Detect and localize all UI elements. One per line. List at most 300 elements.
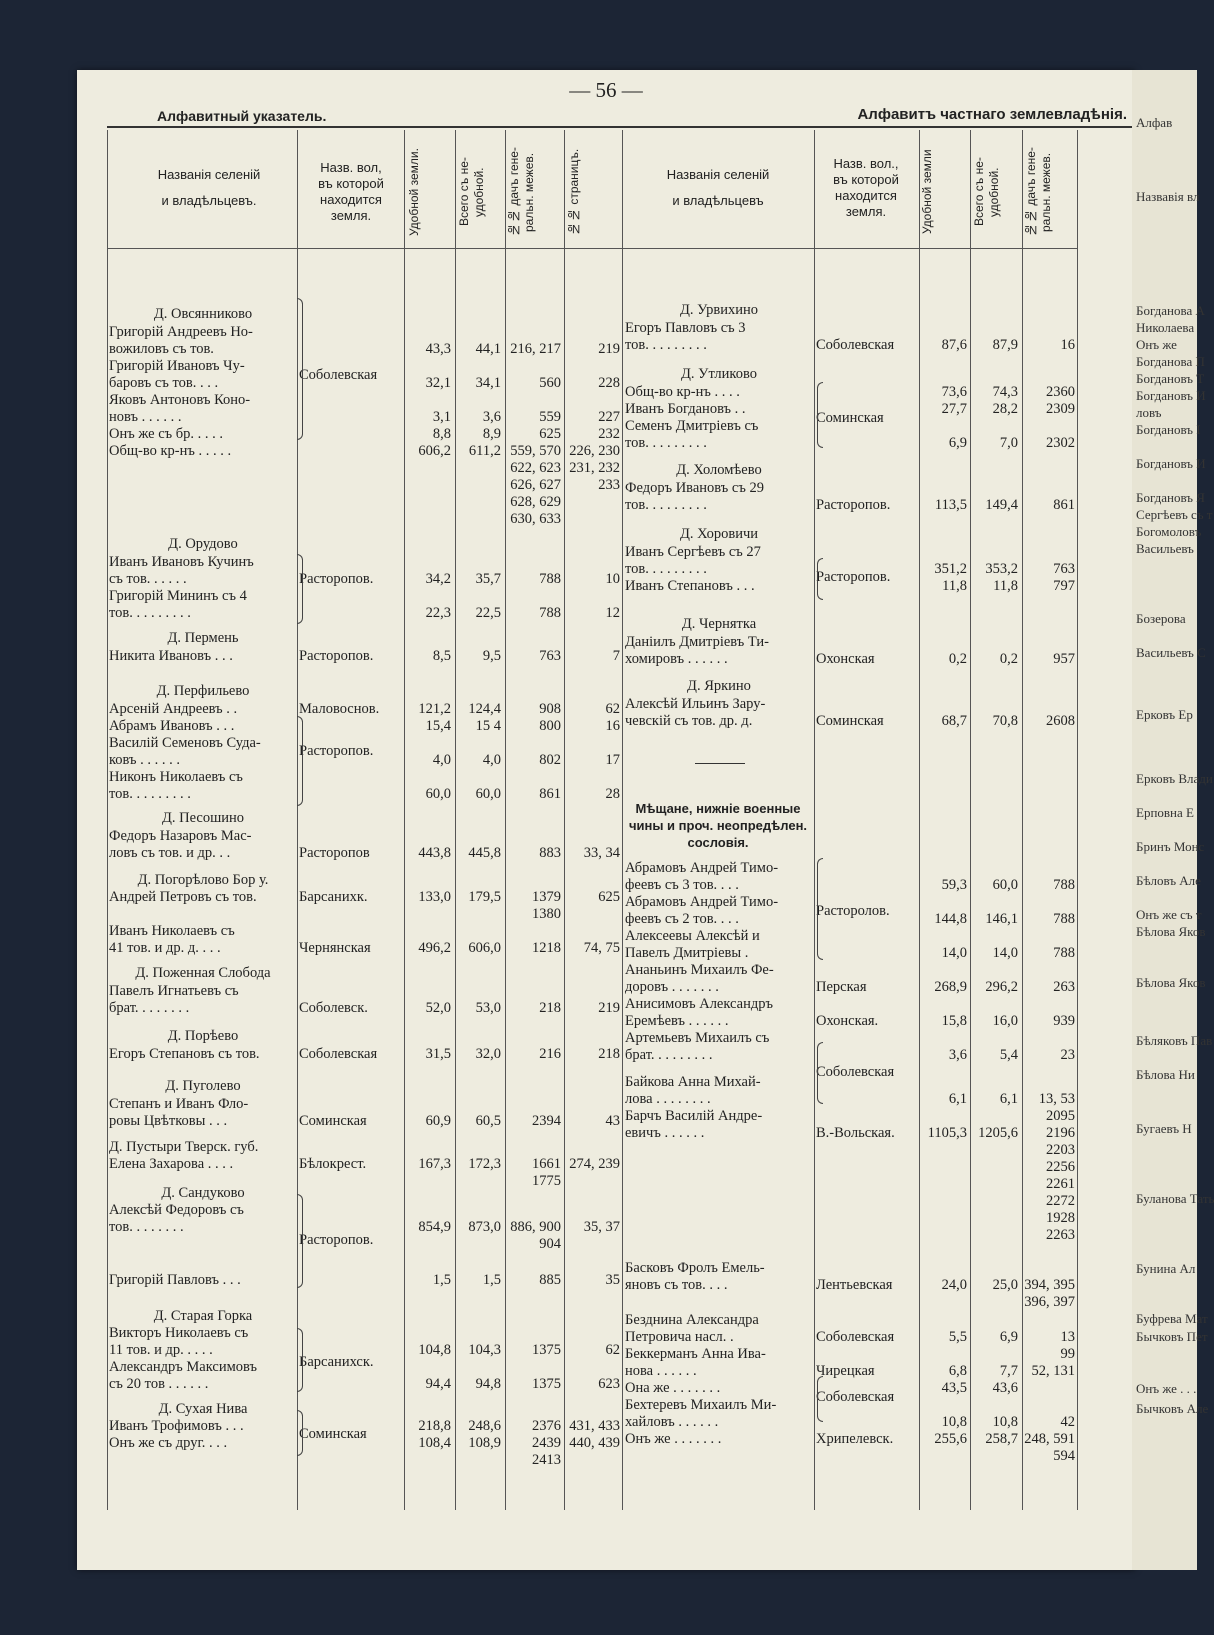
vsego-value: 104,3 — [468, 1342, 501, 1358]
next-page-text: Бѣловъ Але — [1136, 873, 1201, 888]
next-page-text: Бринъ Монс — [1136, 839, 1205, 854]
owner-entry: Иванъ Сергѣевъ съ 27 тов. . . . . . . . . — [625, 544, 761, 577]
owner-entry: Беккерманъ Анна Ива- нова . . . . . . — [625, 1346, 766, 1379]
dacha-number: 1661 1775 — [532, 1156, 561, 1189]
volost-name: Расторопов. — [299, 571, 374, 587]
header-volost: Назв. вол, въ которой находится земля. — [318, 160, 384, 223]
village-name: Д. Перфильево — [156, 683, 250, 699]
volost-name: Барсанихск. — [299, 1354, 374, 1370]
section-divider — [695, 763, 745, 764]
udobnoi-value: 133,0 — [418, 889, 451, 905]
udobnoi-value: 34,2 — [425, 571, 451, 587]
section-heading: Мѣщане, нижніе военные чины и проч. неопредѣлен. сословія. — [628, 801, 808, 850]
volost-name: Барсанихк. — [299, 889, 368, 905]
volost-name: Перская — [816, 979, 867, 995]
next-page-text: Бозерова — [1136, 611, 1186, 626]
header-udobnoi: Удобной земли. — [407, 148, 421, 236]
next-page-text: Онъ же съ т — [1136, 907, 1202, 922]
page-ref: 219 — [598, 341, 620, 357]
volost-name: Маловоснов. — [299, 701, 380, 717]
page-ref: 35, 37 — [583, 1219, 620, 1235]
owner-entry: Онъ же съ друг. . . . — [109, 1435, 228, 1451]
dacha-number: 861 — [1053, 497, 1075, 513]
vsego-value: 44,1 — [475, 341, 501, 357]
owner-entry: Она же . . . . . . . — [625, 1380, 721, 1396]
owner-entry: Андрей Петровъ съ тов. — [109, 889, 257, 905]
volost-name: Чирецкая — [816, 1363, 875, 1379]
vsego-value: 7,0 — [999, 435, 1018, 451]
udobnoi-value: 24,0 — [941, 1277, 967, 1293]
volost-name: В.-Вольская. — [816, 1125, 895, 1141]
next-page-text: Богомоловъ — [1136, 524, 1202, 539]
vsego-value: 60,0 — [475, 786, 501, 802]
vsego-value: 606,0 — [468, 940, 501, 956]
volost-name: Соболевская — [816, 337, 895, 353]
owner-entry: Анисимовъ Александръ Еремѣевъ . . . . . . — [625, 996, 773, 1029]
udobnoi-value: 6,9 — [948, 435, 967, 451]
dacha-number: 13, 53 — [1038, 1091, 1075, 1107]
dacha-number: 939 — [1053, 1013, 1075, 1029]
owner-entry: Григорій Ивановъ Чу- баровъ съ тов. . . . — [109, 358, 245, 391]
brace — [297, 1328, 303, 1392]
page-ref: 74, 75 — [583, 940, 620, 956]
dacha-number: 559, 570 622, 623 626, 627 628, 629 630, 633 — [510, 443, 561, 527]
udobnoi-value: 22,3 — [425, 605, 451, 621]
udobnoi-value: 496,2 — [418, 940, 451, 956]
dacha-number: 763 — [1053, 561, 1075, 577]
udobnoi-value: 52,0 — [425, 1000, 451, 1016]
volost-name: Бѣлокрест. — [299, 1156, 367, 1172]
udobnoi-value: 1105,3 — [927, 1125, 967, 1141]
owner-entry: Басковъ Фролъ Емель- яновъ съ тов. . . . — [625, 1260, 765, 1293]
udobnoi-value: 60,9 — [425, 1113, 451, 1129]
udobnoi-value: 606,2 — [418, 443, 451, 459]
brace — [817, 558, 823, 600]
brace — [297, 1410, 303, 1456]
dacha-number: 248, 591 594 — [1024, 1431, 1075, 1464]
dacha-number: 625 — [539, 426, 561, 442]
owner-entry: Безднина Александра Петровича насл. . — [625, 1312, 759, 1345]
brace — [297, 298, 303, 440]
owner-entry: Артемьевъ Михаилъ съ брат. . . . . . . . . — [625, 1030, 770, 1063]
village-name: Д. Песошино — [161, 810, 245, 826]
vsego-value: 0,2 — [999, 651, 1018, 667]
owner-entry: Онъ же . . . . . . . — [625, 1431, 722, 1447]
dacha-number: 1375 — [532, 1376, 561, 1392]
udobnoi-value: 8,5 — [432, 648, 451, 664]
udobnoi-value: 6,1 — [948, 1091, 967, 1107]
next-page-text: Богдановъ I — [1136, 422, 1201, 437]
udobnoi-value: 5,5 — [948, 1329, 967, 1345]
vsego-value: 22,5 — [475, 605, 501, 621]
dacha-number: 560 — [539, 375, 561, 391]
page-number: — 56 — — [569, 78, 643, 102]
dacha-number: 1375 — [532, 1342, 561, 1358]
volost-name: Соболевская — [299, 1046, 378, 1062]
village-name: Д. Орудово — [168, 536, 238, 552]
vsego-value: 8,9 — [482, 426, 501, 442]
vsego-value: 172,3 — [468, 1156, 501, 1172]
next-page-text: Бѣляковъ Пав — [1136, 1033, 1213, 1048]
vsego-value: 34,1 — [475, 375, 501, 391]
udobnoi-value: 0,2 — [948, 651, 967, 667]
village-name: Д. Чернятка — [681, 616, 757, 632]
running-header-right: Алфавитъ частнаго землевладѣнія. — [857, 106, 1127, 123]
page-ref: 35 — [605, 1272, 620, 1288]
owner-entry: Абрамовъ Андрей Тимо- феевъ съ 3 тов. . . . — [625, 860, 779, 893]
vsego-value: 258,7 — [985, 1431, 1018, 1447]
page-ref: 623 — [598, 1376, 620, 1392]
vsego-value: 60,5 — [475, 1113, 501, 1129]
udobnoi-value: 60,0 — [425, 786, 451, 802]
udobnoi-value: 32,1 — [425, 375, 451, 391]
owner-entry: Байкова Анна Михай- лова . . . . . . . . — [625, 1074, 761, 1107]
volost-name: Расторопов. — [816, 497, 891, 513]
owner-entry: Григорій Андреевъ Но- вожиловъ съ тов. — [109, 324, 253, 357]
owner-entry: Иванъ Степановъ . . . — [625, 578, 755, 594]
udobnoi-value: 268,9 — [934, 979, 967, 995]
volost-name: Расторопов. — [299, 743, 374, 759]
owner-entry: Д. Пустыри Тверск. губ. — [109, 1139, 259, 1155]
volost-name: Расторопов. — [299, 648, 374, 664]
udobnoi-value: 94,4 — [425, 1376, 451, 1392]
volost-name: Чернянская — [299, 940, 371, 956]
udobnoi-value: 6,8 — [948, 1363, 967, 1379]
vsego-value: 9,5 — [482, 648, 501, 664]
page-ref: 227 — [598, 409, 620, 425]
village-name: Д. Поженная Слобода — [135, 965, 271, 981]
next-page-text: Бычковъ Але — [1136, 1401, 1209, 1416]
volost-name: Расторопов. — [299, 1232, 374, 1248]
vsego-value: 53,0 — [475, 1000, 501, 1016]
village-name: Д. Овсянниково — [153, 306, 253, 322]
dacha-number: 263 — [1053, 979, 1075, 995]
page-ref: 16 — [605, 718, 620, 734]
owner-entry: Иванъ Николаевъ съ 41 тов. и др. д. . . . — [109, 923, 235, 956]
next-page-text: Бугаевъ Н — [1136, 1121, 1192, 1136]
vsego-value: 16,0 — [992, 1013, 1018, 1029]
page-ref: 232 — [598, 426, 620, 442]
header-names: Названія селеній и владѣльцевъ. — [157, 167, 261, 208]
volost-name: Соминская — [816, 713, 884, 729]
volost-name: Соболевская — [816, 1389, 895, 1405]
volost-name: Соболевская — [299, 367, 378, 383]
vsego-value: 70,8 — [992, 713, 1018, 729]
next-page-text: Буфрева Мат — [1136, 1311, 1208, 1326]
vsego-value: 6,9 — [999, 1329, 1018, 1345]
vsego-value: 35,7 — [475, 571, 501, 587]
vsego-value: 11,8 — [993, 578, 1018, 594]
dacha-number: 2608 — [1046, 713, 1075, 729]
owner-entry: Елена Захарова . . . . — [109, 1156, 234, 1172]
running-header-left: Алфавитный указатель. — [157, 108, 327, 124]
next-page-text: Васильевъ — [1136, 541, 1194, 556]
header-dach-right: №№ дачъ гене- ральн. межев. — [1024, 147, 1053, 237]
volost-name: Хрипелевск. — [816, 1431, 894, 1447]
header-names-right: Названія селеній и владѣльцевъ — [666, 167, 770, 208]
dacha-number: 908 — [539, 701, 561, 717]
header-udobnoi-right: Удобной земли — [920, 149, 934, 235]
owner-entry: Бехтеревъ Михаилъ Ми- хайловъ . . . . . . — [625, 1397, 777, 1430]
village-name: Д. Порѣево — [167, 1028, 239, 1044]
header-vsego-right: Всего съ не- удобной. — [972, 157, 1001, 227]
village-name: Д. Сандуково — [161, 1185, 245, 1201]
next-page-text: Богдановъ Я — [1136, 490, 1205, 505]
next-page-text: Богдановъ И — [1136, 456, 1206, 471]
village-name: Д. Хоровичи — [679, 526, 759, 542]
page-ref: 7 — [612, 648, 620, 664]
dacha-number: 1379 1380 — [532, 889, 561, 922]
column-rule — [107, 130, 108, 1510]
dacha-number: 23 — [1060, 1047, 1075, 1063]
next-page-text: Бѣлова Ни — [1136, 1067, 1195, 1082]
vsego-value: 353,2 — [985, 561, 1018, 577]
brace — [817, 1376, 823, 1422]
owner-entry: Василій Семеновъ Суда- ковъ . . . . . . — [109, 735, 261, 768]
next-page-text: Ерковъ Влади — [1136, 771, 1213, 786]
dacha-number: 788 — [1053, 877, 1075, 893]
owner-entry: Федоръ Назаровъ Мас- ловъ съ тов. и др. . . — [109, 828, 252, 861]
udobnoi-value: 14,0 — [941, 945, 967, 961]
vsego-value: 32,0 — [475, 1046, 501, 1062]
volost-name: Охонская — [816, 651, 875, 667]
next-page-text: Бычковъ Пет — [1136, 1329, 1208, 1344]
next-page-text: Бѣлова Яков — [1136, 975, 1206, 990]
owner-entry: Иванъ Богдановъ . . — [625, 401, 746, 417]
next-page-text: Ерповна Е — [1136, 805, 1194, 820]
village-name: Д. Погорѣлово Бор у. — [137, 872, 269, 888]
owner-entry: Арсеній Андреевъ . . — [109, 701, 238, 717]
volost-name: Соминская — [299, 1113, 367, 1129]
owner-entry: Абрамъ Ивановъ . . . — [109, 718, 235, 734]
udobnoi-value: 11,8 — [942, 578, 967, 594]
owner-entry: Барчъ Василій Андре- евичъ . . . . . . — [625, 1108, 763, 1141]
udobnoi-value: 31,5 — [425, 1046, 451, 1062]
page-ref: 43 — [605, 1113, 620, 1129]
udobnoi-value: 218,8 — [418, 1418, 451, 1434]
vsego-value: 74,3 — [992, 384, 1018, 400]
volost-name: Лентьевская — [816, 1277, 893, 1293]
column-rule — [455, 130, 456, 1510]
udobnoi-value: 4,0 — [432, 752, 451, 768]
owner-entry: Семенъ Дмитріевъ съ тов. . . . . . . . . — [625, 418, 759, 451]
owner-entry: Яковъ Антоновъ Коно- новъ . . . . . . — [109, 392, 251, 425]
vsego-value: 6,1 — [999, 1091, 1018, 1107]
dacha-number: 42 — [1060, 1414, 1075, 1430]
page-ref: 12 — [605, 605, 620, 621]
village-name: Д. Яркино — [687, 678, 751, 694]
dacha-number: 218 — [539, 1000, 561, 1016]
dacha-number: 13 — [1060, 1329, 1075, 1345]
udobnoi-value: 854,9 — [418, 1219, 451, 1235]
udobnoi-value: 255,6 — [934, 1431, 967, 1447]
owner-entry: Никита Ивановъ . . . — [109, 648, 233, 664]
volost-name: Соболевск. — [299, 1000, 368, 1016]
owner-entry: Павелъ Игнатьевъ съ брат. . . . . . . . — [109, 983, 239, 1016]
vsego-value: 15 4 — [475, 718, 501, 734]
vsego-value: 3,6 — [482, 409, 501, 425]
village-name: Д. Пуголево — [165, 1078, 241, 1094]
vsego-value: 124,4 — [468, 701, 501, 717]
brace — [817, 858, 823, 960]
udobnoi-value: 43,3 — [425, 341, 451, 357]
page-sheet — [77, 70, 1135, 1570]
vsego-value: 5,4 — [999, 1047, 1018, 1063]
header-vsego: Всего съ не- удобной. — [457, 157, 486, 227]
dacha-number: 802 — [539, 752, 561, 768]
owner-entry: Викторъ Николаевъ съ 11 тов. и др. . . . . — [109, 1325, 249, 1358]
owner-entry: Онъ же съ бр. . . . . — [109, 426, 224, 442]
udobnoi-value: 27,7 — [941, 401, 967, 417]
brace — [297, 554, 303, 624]
udobnoi-value: 68,7 — [941, 713, 967, 729]
header-rule — [107, 126, 1135, 128]
village-name: Д. Старая Горка — [153, 1308, 253, 1324]
volost-name: Соминская — [299, 1426, 367, 1442]
vsego-value: 108,9 — [468, 1435, 501, 1451]
next-page-text: Богданова П — [1136, 354, 1205, 369]
volost-name: Соболевская — [816, 1064, 895, 1080]
vsego-value: 179,5 — [468, 889, 501, 905]
udobnoi-value: 43,5 — [941, 1380, 967, 1396]
next-page-text: Богдановъ И — [1136, 388, 1206, 403]
dacha-number: 1218 — [532, 940, 561, 956]
volost-name: Расторопов — [299, 845, 370, 861]
vsego-value: 10,8 — [992, 1414, 1018, 1430]
volost-name: Соминская — [816, 410, 884, 426]
vsego-value: 87,9 — [992, 337, 1018, 353]
dacha-number: 2360 — [1046, 384, 1075, 400]
page-ref: 431, 433 440, 439 — [569, 1418, 620, 1451]
page-ref: 62 — [605, 1342, 620, 1358]
next-page-text: Васильевъ С — [1136, 645, 1206, 660]
dacha-number: 394, 395 396, 397 — [1024, 1277, 1075, 1310]
dacha-number: 883 — [539, 845, 561, 861]
udobnoi-value: 15,4 — [425, 718, 451, 734]
vsego-value: 146,1 — [985, 911, 1018, 927]
column-rule — [919, 130, 920, 1510]
next-page-text: Богдановъ Т — [1136, 371, 1205, 386]
dacha-number: 559 — [539, 409, 561, 425]
udobnoi-value: 10,8 — [941, 1414, 967, 1430]
vsego-value: 4,0 — [482, 752, 501, 768]
page-ref: 274, 239 — [569, 1156, 620, 1172]
page-ref: 10 — [605, 571, 620, 587]
udobnoi-value: 87,6 — [941, 337, 967, 353]
page-ref: 62 — [605, 701, 620, 717]
udobnoi-value: 15,8 — [941, 1013, 967, 1029]
next-page-text: Назвавія вл — [1136, 189, 1200, 204]
village-name: Д. Сухая Нива — [158, 1401, 248, 1417]
page-ref: 218 — [598, 1046, 620, 1062]
owner-entry: Алексеевы Алексѣй и Павелъ Дмитріевы . — [625, 928, 760, 961]
village-name: Д. Пермень — [167, 630, 239, 646]
header-stranits: №№ страницъ. — [567, 148, 581, 236]
page-ref: 226, 230 231, 232 233 — [569, 443, 620, 493]
next-page-text: Онъ же — [1136, 337, 1177, 352]
page-ref: 625 — [598, 889, 620, 905]
column-rule — [814, 130, 815, 1510]
page-ref: 28 — [605, 786, 620, 802]
column-rule — [404, 130, 405, 1510]
owner-entry: Общ-во кр-нъ . . . . . — [109, 443, 232, 459]
village-name: Д. Холомѣево — [676, 462, 762, 478]
village-name: Д. Урвихино — [679, 302, 758, 318]
vsego-value: 296,2 — [985, 979, 1018, 995]
page-ref: 17 — [605, 752, 620, 768]
page-ref: 33, 34 — [583, 845, 620, 861]
dacha-number: 957 — [1053, 651, 1075, 667]
owner-entry: Даніилъ Дмитріевъ Ти- хомировъ . . . . . . — [625, 634, 769, 667]
owner-entry: Федоръ Ивановъ съ 29 тов. . . . . . . . . — [625, 480, 764, 513]
owner-entry: Иванъ Ивановъ Кучинъ съ тов. . . . . . — [109, 554, 254, 587]
dacha-number: 861 — [539, 786, 561, 802]
dacha-number: 788 — [1053, 945, 1075, 961]
dacha-number: 2095 2196 2203 2256 2261 2272 1928 2263 — [1046, 1108, 1075, 1243]
column-rule — [970, 130, 971, 1510]
dacha-number: 763 — [539, 648, 561, 664]
column-rule — [1077, 130, 1078, 1510]
owner-entry: Егоръ Павловъ съ 3 тов. . . . . . . . . — [625, 320, 746, 353]
owner-entry: Никонъ Николаевъ съ тов. . . . . . . . . — [109, 769, 243, 802]
vsego-value: 94,8 — [475, 1376, 501, 1392]
vsego-value: 1205,6 — [978, 1125, 1018, 1141]
page-ref: 219 — [598, 1000, 620, 1016]
owner-entry: Ананьинъ Михаилъ Фе- доровъ . . . . . . . — [625, 962, 774, 995]
page-ref: 228 — [598, 375, 620, 391]
dacha-number: 797 — [1053, 578, 1075, 594]
vsego-value: 28,2 — [992, 401, 1018, 417]
brace — [817, 382, 823, 448]
udobnoi-value: 108,4 — [418, 1435, 451, 1451]
udobnoi-value: 351,2 — [934, 561, 967, 577]
udobnoi-value: 144,8 — [934, 911, 967, 927]
dacha-number: 2394 — [532, 1113, 561, 1129]
vsego-value: 248,6 — [468, 1418, 501, 1434]
udobnoi-value: 104,8 — [418, 1342, 451, 1358]
next-page-text: Бунина Ал — [1136, 1261, 1196, 1276]
dacha-number: 2309 — [1046, 401, 1075, 417]
udobnoi-value: 3,6 — [948, 1047, 967, 1063]
owner-entry: Общ-во кр-нъ . . . . — [625, 384, 740, 400]
dacha-number: 216 — [539, 1046, 561, 1062]
dacha-number: 800 — [539, 718, 561, 734]
next-page-text: Алфав — [1136, 115, 1173, 130]
vsego-value: 7,7 — [999, 1363, 1018, 1379]
udobnoi-value: 121,2 — [418, 701, 451, 717]
dacha-number: 16 — [1060, 337, 1075, 353]
dacha-number: 788 — [1053, 911, 1075, 927]
dacha-number: 216, 217 — [510, 341, 561, 357]
udobnoi-value: 167,3 — [418, 1156, 451, 1172]
owner-entry: Степанъ и Иванъ Фло- ровы Цвѣтковы . . . — [109, 1096, 249, 1129]
next-page-text: Бѣлова Яков — [1136, 924, 1206, 939]
udobnoi-value: 1,5 — [432, 1272, 451, 1288]
owner-entry: Алексѣй Федоровъ съ тов. . . . . . . . — [109, 1202, 244, 1235]
column-rule — [564, 130, 565, 1510]
owner-entry: Абрамовъ Андрей Тимо- феевъ съ 2 тов. . . . — [625, 894, 779, 927]
next-page-text: Николаева — [1136, 320, 1195, 335]
next-page-text: Онъ же . . . — [1136, 1381, 1197, 1396]
udobnoi-value: 59,3 — [941, 877, 967, 893]
next-page-text: Богданова А — [1136, 303, 1205, 318]
udobnoi-value: 3,1 — [432, 409, 451, 425]
header-dach: №№ дачъ гене- ральн. межев. — [507, 147, 536, 237]
volost-name: Соболевская — [816, 1329, 895, 1345]
dacha-number: 2302 — [1046, 435, 1075, 451]
vsego-value: 14,0 — [992, 945, 1018, 961]
udobnoi-value: 113,5 — [934, 497, 967, 513]
